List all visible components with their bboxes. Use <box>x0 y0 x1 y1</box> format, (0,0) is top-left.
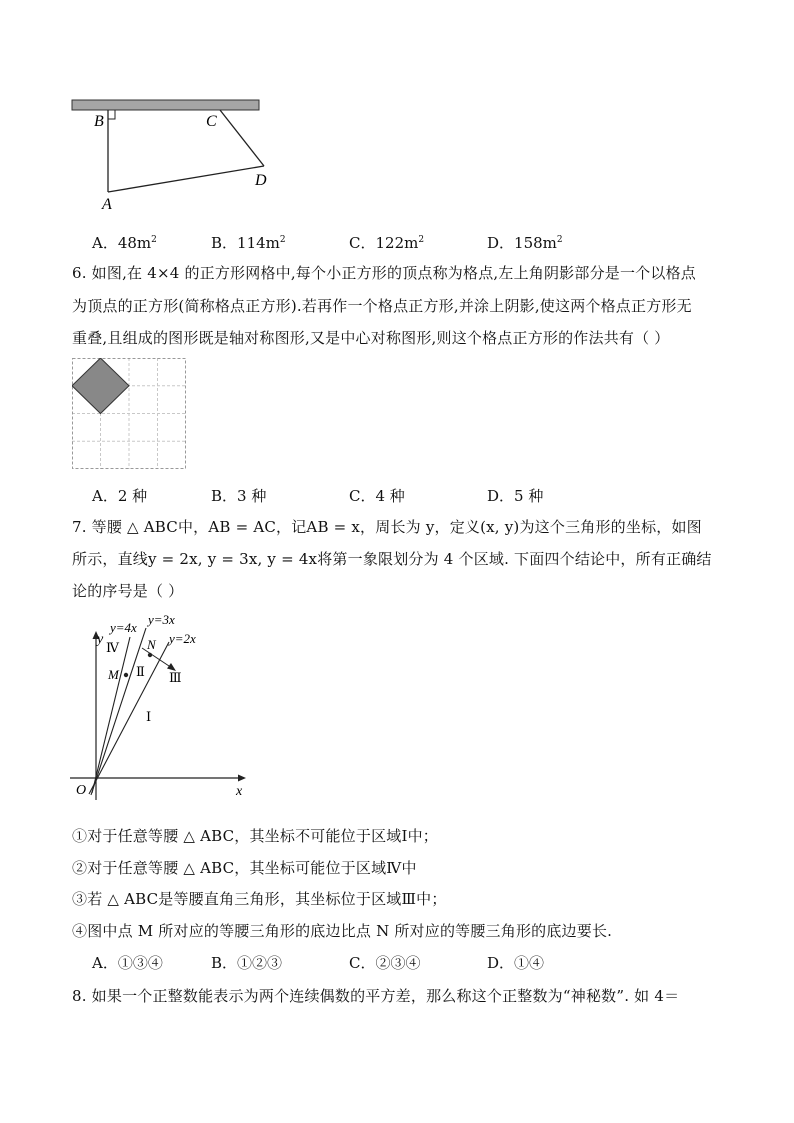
q7-label-y2x: y=2x <box>169 631 196 646</box>
q7-option-d-letter: D． <box>487 954 515 972</box>
q5-option-d-letter: D． <box>487 234 515 252</box>
q7-label-region-3: Ⅲ <box>169 670 182 685</box>
q7-option-b[interactable] <box>211 952 282 973</box>
q6-option-c-letter: C． <box>349 487 376 505</box>
q7-label-region-1: Ⅰ <box>146 709 152 724</box>
q5-segment-ad <box>108 166 264 192</box>
q7-point-m <box>124 673 128 677</box>
q6-option-b-letter: B． <box>211 487 238 505</box>
q6-text-line-1: 6. 如图,在 4×4 的正方形网格中,每个小正方形的顶点称为格点,左上角阴影部分是一个以格点 <box>72 264 696 282</box>
q5-option-d-value: 158m <box>514 234 557 252</box>
q7-label-region-2: Ⅱ <box>136 664 145 679</box>
q6-option-b[interactable] <box>211 485 266 506</box>
q6-option-a-value: 2 种 <box>117 487 148 505</box>
q5-label-c: C <box>206 113 217 130</box>
q7-text-line-3: 论的序号是（ ） <box>72 582 184 600</box>
q7-label-x-axis: x <box>236 784 243 799</box>
q7-option-b-letter: B． <box>211 954 238 972</box>
q5-option-b-value: 114m <box>237 234 280 252</box>
q6-option-a[interactable] <box>92 485 147 506</box>
q5-label-b: B <box>94 113 104 130</box>
q7-label-point-n: N <box>147 637 156 652</box>
q5-option-a-sup: 2 <box>151 235 157 245</box>
q7-label-y3x: y=3x <box>148 612 175 627</box>
q5-figure <box>60 92 280 217</box>
q6-option-d-value: 5 种 <box>514 487 544 505</box>
q5-option-c-sup: 2 <box>418 235 425 245</box>
q6-option-d[interactable] <box>487 485 543 506</box>
q6-option-c[interactable] <box>349 485 405 506</box>
q7-option-c-value: ②③④ <box>375 954 421 972</box>
q8-text-line-1: 8. 如果一个正整数能表示为两个连续偶数的平方差，那么称这个正整数为“神秘数”. 如 4＝ <box>72 987 680 1005</box>
q6-grid-figure <box>72 358 188 470</box>
q7-option-a-letter: A． <box>92 954 118 972</box>
q6-option-d-letter: D． <box>487 487 515 505</box>
q5-option-b-letter: B． <box>211 234 238 252</box>
q7-statement-4: ④图中点 M 所对应的等腰三角形的底边比点 N 所对应的等腰三角形的底边要长. <box>72 922 613 940</box>
q7-label-y4x: y=4x <box>110 620 137 635</box>
q5-option-a-letter: A． <box>92 234 118 252</box>
q7-statement-2: ②对于任意等腰 △ ABC，其坐标可能位于区域Ⅳ中 <box>72 859 417 877</box>
q7-statement-3: ③若 △ ABC是等腰直角三角形，其坐标位于区域Ⅲ中； <box>72 890 447 908</box>
q7-option-b-value: ①②③ <box>237 954 283 972</box>
q7-label-point-m: M <box>108 667 119 682</box>
q5-ceiling-bar <box>72 100 259 110</box>
q7-text-line-1: 7. 等腰 △ ABC中，AB = AC，记AB = x，周长为 y，定义(x, y)为这个三角形的坐标，如图 <box>72 518 702 536</box>
q6-option-b-value: 3 种 <box>237 487 267 505</box>
q7-label-y-axis: y <box>97 632 104 647</box>
q7-graph <box>66 604 266 804</box>
q7-option-a-value: ①③④ <box>117 954 163 972</box>
q7-line-y2x <box>89 642 169 794</box>
q7-x-axis-arrow <box>238 775 246 782</box>
q5-option-c-letter: C． <box>349 234 376 252</box>
q6-text-line-3: 重叠,且组成的图形既是轴对称图形,又是中心对称图形,则这个格点正方形的作法共有（ ） <box>72 329 670 347</box>
q5-option-b[interactable] <box>211 232 286 253</box>
q5-option-c[interactable] <box>349 232 424 253</box>
q5-option-a-value: 48m <box>117 234 152 252</box>
q5-option-d[interactable] <box>487 232 563 253</box>
q5-label-a: A <box>102 196 112 213</box>
q7-point-n <box>148 653 152 657</box>
q7-option-c-letter: C． <box>349 954 376 972</box>
q7-option-c[interactable] <box>349 952 421 973</box>
q5-option-b-sup: 2 <box>279 235 286 245</box>
q6-option-a-letter: A． <box>92 487 118 505</box>
q7-statement-1: ①对于任意等腰 △ ABC，其坐标不可能位于区域Ⅰ中； <box>72 827 439 845</box>
q5-option-c-value: 122m <box>375 234 419 252</box>
q7-label-region-4: Ⅳ <box>106 640 119 655</box>
q5-option-a[interactable] <box>92 232 157 253</box>
q7-text-line-2: 所示，直线y = 2x, y = 3x, y = 4x将第一象限划分为 4 个区域. 下面四个结论中，所有正确结 <box>72 550 712 568</box>
q6-option-c-value: 4 种 <box>375 487 405 505</box>
q7-option-d[interactable] <box>487 952 544 973</box>
q6-shaded-square <box>72 358 129 414</box>
q7-option-d-value: ①④ <box>514 954 545 972</box>
q5-option-d-sup: 2 <box>556 235 563 245</box>
q7-option-a[interactable] <box>92 952 163 973</box>
q5-segment-cd <box>220 110 264 166</box>
q6-text-line-2: 为顶点的正方形(简称格点正方形).若再作一个格点正方形,并涂上阴影,使这两个格点正方形无 <box>72 297 692 315</box>
q5-label-d: D <box>255 172 267 189</box>
q7-line-y4x <box>92 637 130 793</box>
q5-right-angle-mark <box>108 110 115 119</box>
q7-label-origin: O <box>76 783 87 798</box>
